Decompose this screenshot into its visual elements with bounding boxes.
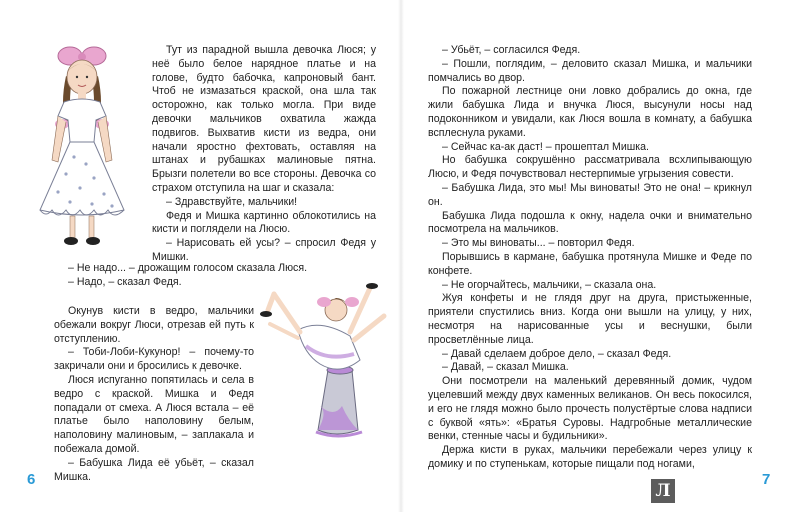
- paragraph: Бабушка Лида подошла к окну, надела очки и внимательно посмотрела на мальчиков.: [428, 209, 752, 236]
- paragraph: Порывшись в кармане, бабушка протянула Мишке и Феде по конфете.: [428, 250, 752, 277]
- page-number-left: 6: [27, 471, 36, 488]
- paragraph: – Давай, – сказал Мишка.: [442, 361, 569, 374]
- paragraph: – Здравствуйте, мальчики!: [166, 195, 298, 208]
- paragraph: – Это мы виноваты... – повторил Федя.: [442, 237, 635, 250]
- paragraph: Окунув кисти в ведро, мальчики обежали вокруг Люси, отрезав ей путь к отступлению.: [54, 305, 254, 345]
- paragraph: – Надо, – сказал Федя.: [68, 275, 182, 288]
- paragraph: Федя и Мишка картинно облокотились на кисти и поглядели на Люсю.: [152, 209, 376, 236]
- paragraph: Держа кисти в руках, мальчики перебежали через улицу к домику и по ступенькам, которые пищали под ногами,: [428, 444, 752, 470]
- book-gutter: [398, 0, 404, 512]
- paragraph: – Не надо... – дрожащим голосом сказала Люся.: [68, 262, 308, 274]
- paragraph: – Не огорчайтесь, мальчики, – сказала она.: [442, 278, 657, 291]
- paragraph: Они посмотрели на маленький деревянный домик, чудом уцелевший между двух каменных великанов. Он весь покосился, и его не глядя можно было прочесть полустёртые слова надписи с буквой «ять»: «Братья Суровы. Надгробные металлические венки, стенные часы и будильники».: [428, 375, 752, 443]
- paragraph: – Нарисовать ей усы? – спросил Федя у Мишки.: [152, 237, 376, 263]
- paragraph: – Убьёт, – согласился Федя.: [442, 44, 581, 56]
- paragraph: По пожарной лестнице они ловко добрались до окна, где жили бабушка Лида и внучка Люся, высунули носы над подоконником и увидали, как Люся вошла в комнату, а бабушка всплеснула руками.: [428, 85, 752, 139]
- paragraph: – Тоби-Лоби-Кукунор! – почему-то закричали они и бросились к девочке.: [54, 346, 254, 373]
- paragraph: – Бабушка Лида её убьёт, – сказал Мишка.: [54, 456, 254, 483]
- girl-in-paint-bucket-illustration: [258, 280, 393, 440]
- paragraph: Люся испуганно попятилась и села в ведро с краской. Мишка и Федя попадали от смеха. А Люся встала – её платье было наполовину белым, наполовину малиновым, – заплакала и побежала домой.: [54, 373, 254, 455]
- page-number-right: 7: [762, 471, 771, 488]
- paragraph: – Бабушка Лида, это мы! Мы виноваты! Это не она! – крикнул он.: [428, 181, 752, 208]
- left-page-text-wrapped: [152, 44, 376, 265]
- paragraph: Но бабушка сокрушённо рассматривала всхлипывающую Люсю, и Федя почувствовал нестерпимые угрызения совести.: [428, 154, 752, 181]
- girl-illustration: [22, 42, 152, 254]
- paragraph: – Пошли, поглядим, – деловито сказал Мишка, и мальчики помчались во двор.: [428, 57, 752, 84]
- paragraph: Жуя конфеты и не глядя друг на друга, пристыженные, приятели спустились вниз. Когда они вышли на улицу, у них, несмотря на нарисованные усы и веснушки, были просветлённые лица.: [428, 292, 752, 346]
- paragraph: – Давай сделаем доброе дело, – сказал Федя.: [442, 347, 672, 360]
- paragraph: Тут из парадной вышла девочка Люся; у неё было белое нарядное платье и на голове, будто бабочка, капроновый бант. Чтоб не измазаться краской, она шла так осторожно, как только могла. При виде девочки мальчиков охватила жажда подвигов. Выхватив кисти из ведра, они начали яростно фехтовать, оставляя на штанах и рубашках малиновые пятна. Брызги полетели во все стороны. Девочка со страхом отступила на шаг и сказала:: [152, 44, 376, 194]
- paragraph: – Сейчас ка-ак даст! – прошептал Мишка.: [442, 140, 649, 153]
- left-page-text-half: [54, 305, 254, 484]
- publisher-logo-icon: Л: [651, 479, 675, 503]
- right-page-text: [428, 44, 752, 472]
